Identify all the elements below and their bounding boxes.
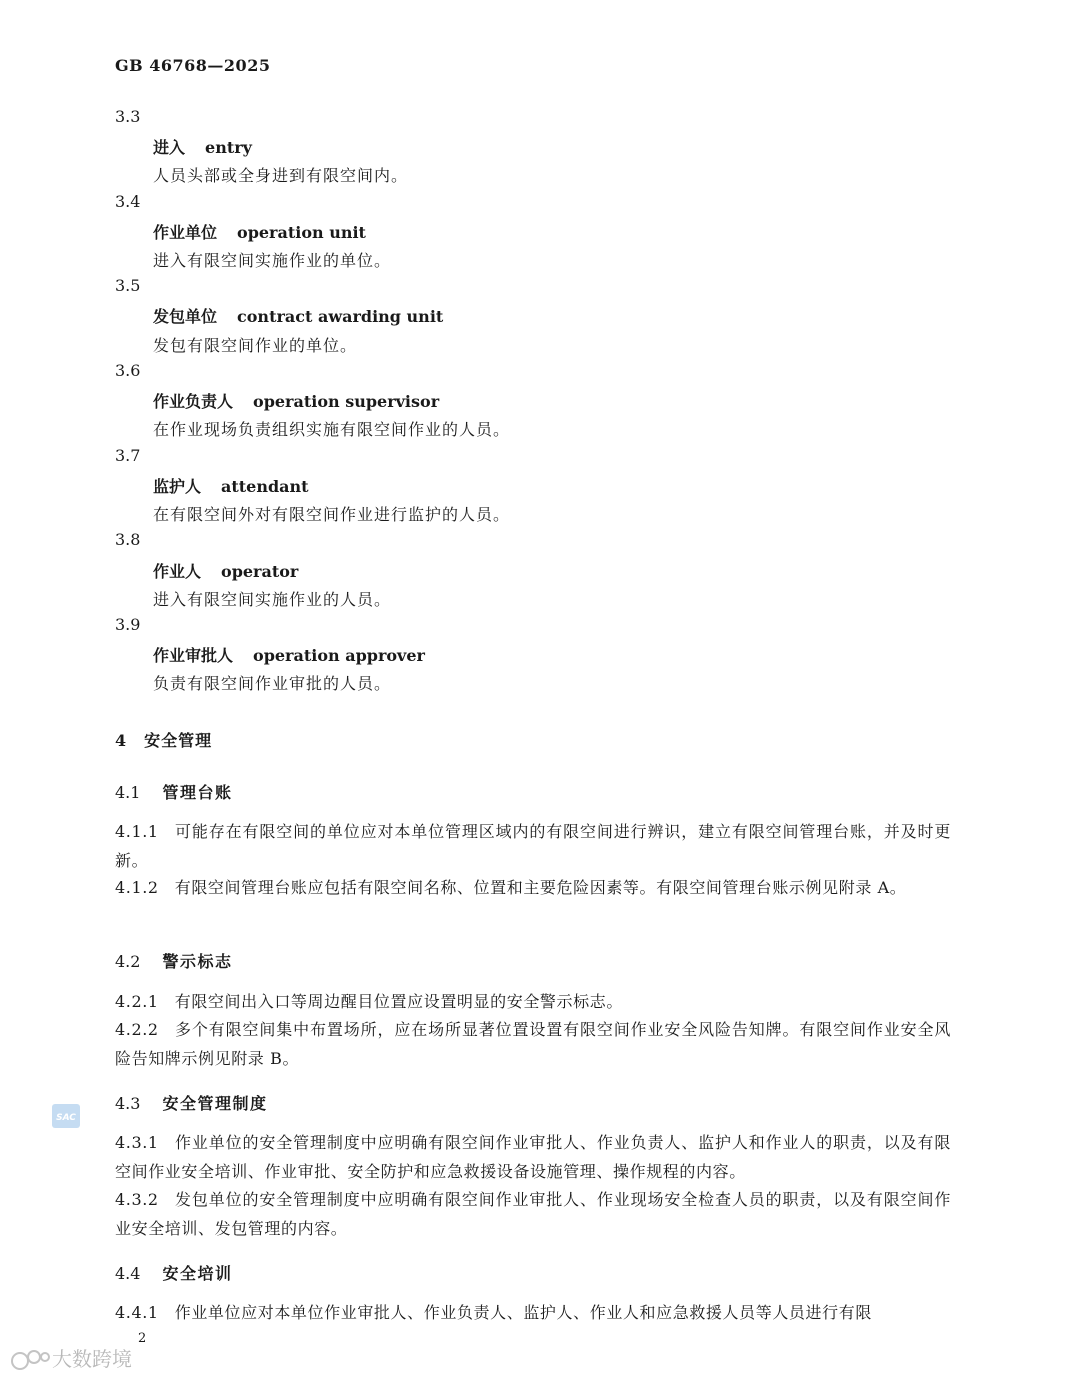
clause-number: 4.1.2 bbox=[115, 878, 159, 897]
clause-text: 有限空间出入口等周边醒目位置应设置明显的安全警示标志。 bbox=[174, 992, 623, 1011]
term-en: operation approver bbox=[253, 646, 425, 665]
subsection-heading bbox=[115, 949, 232, 972]
clause-paragraph bbox=[115, 1015, 951, 1073]
watermark-logo-icon bbox=[10, 1348, 52, 1374]
section-heading bbox=[115, 728, 212, 751]
clause-number: 4.3.2 bbox=[115, 1190, 159, 1209]
term-en: operation unit bbox=[237, 223, 366, 242]
subsection-heading bbox=[115, 1091, 267, 1114]
clause-paragraph bbox=[115, 873, 951, 902]
term-definition: 在作业现场负责组织实施有限空间作业的人员。 bbox=[153, 420, 511, 439]
term-cn: 监护人 bbox=[153, 477, 202, 496]
term-number: 3.5 bbox=[115, 276, 141, 295]
term-definition: 发包有限空间作业的单位。 bbox=[153, 336, 358, 355]
subsection-title: 安全管理制度 bbox=[162, 1094, 268, 1113]
term-en: entry bbox=[205, 138, 252, 157]
term-heading bbox=[153, 643, 425, 666]
subsection-title: 管理台账 bbox=[162, 783, 233, 802]
subsection-number: 4.2 bbox=[115, 952, 141, 971]
clause-text: 发包单位的安全管理制度中应明确有限空间作业审批人、作业现场安全检查人员的职责，以及有限空间作业安全培训、发包管理的内容。 bbox=[115, 1190, 951, 1238]
term-heading bbox=[153, 474, 309, 497]
clause-paragraph bbox=[115, 1185, 951, 1243]
term-cn: 作业人 bbox=[153, 562, 202, 581]
term-definition: 进入有限空间实施作业的人员。 bbox=[153, 590, 392, 609]
clause-number: 4.2.2 bbox=[115, 1020, 159, 1039]
watermark-text: 大数跨境 bbox=[52, 1347, 132, 1371]
sac-logo-icon bbox=[52, 1104, 80, 1128]
sac-logo-text: SAC bbox=[56, 1113, 76, 1123]
subsection-number: 4.1 bbox=[115, 783, 141, 802]
term-definition: 在有限空间外对有限空间作业进行监护的人员。 bbox=[153, 505, 511, 524]
subsection-heading bbox=[115, 780, 232, 803]
term-heading bbox=[153, 135, 252, 158]
term-en: attendant bbox=[221, 477, 309, 496]
term-cn: 进入 bbox=[153, 138, 186, 157]
subsection-number: 4.3 bbox=[115, 1094, 141, 1113]
clause-text: 有限空间管理台账应包括有限空间名称、位置和主要危险因素等。有限空间管理台账示例见附录 A。 bbox=[174, 878, 907, 897]
clause-paragraph bbox=[115, 1128, 951, 1186]
term-en: operator bbox=[221, 562, 299, 581]
term-en: operation supervisor bbox=[253, 392, 440, 411]
term-cn: 作业审批人 bbox=[153, 646, 234, 665]
clause-text: 多个有限空间集中布置场所，应在场所显著位置设置有限空间作业安全风险告知牌。有限空间作业安全风险告知牌示例见附录 B。 bbox=[115, 1020, 951, 1068]
term-heading bbox=[153, 389, 439, 412]
clause-paragraph bbox=[115, 817, 951, 875]
clause-paragraph bbox=[115, 1298, 951, 1327]
term-number: 3.7 bbox=[115, 446, 141, 465]
term-number: 3.8 bbox=[115, 530, 141, 549]
term-en: contract awarding unit bbox=[237, 307, 444, 326]
term-heading bbox=[153, 559, 298, 582]
page-number: 2 bbox=[138, 1331, 147, 1346]
standard-code: GB 46768—2025 bbox=[115, 56, 271, 75]
clause-number: 4.2.1 bbox=[115, 992, 159, 1011]
term-definition: 人员头部或全身进到有限空间内。 bbox=[153, 166, 409, 185]
term-heading bbox=[153, 304, 443, 327]
term-definition: 负责有限空间作业审批的人员。 bbox=[153, 674, 392, 693]
clause-number: 4.1.1 bbox=[115, 822, 159, 841]
clause-text: 可能存在有限空间的单位应对本单位管理区域内的有限空间进行辨识，建立有限空间管理台账，并及时更新。 bbox=[115, 822, 951, 870]
watermark bbox=[10, 1343, 132, 1374]
subsection-title: 警示标志 bbox=[162, 952, 233, 971]
term-number: 3.4 bbox=[115, 192, 141, 211]
subsection-number: 4.4 bbox=[115, 1264, 141, 1283]
clause-text: 作业单位的安全管理制度中应明确有限空间作业审批人、作业负责人、监护人和作业人的职责，以及有限空间作业安全培训、作业审批、安全防护和应急救援设备设施管理、操作规程的内容。 bbox=[115, 1133, 951, 1181]
subsection-title: 安全培训 bbox=[162, 1264, 233, 1283]
term-number: 3.9 bbox=[115, 615, 141, 634]
section-title: 安全管理 bbox=[144, 731, 213, 750]
clause-number: 4.3.1 bbox=[115, 1133, 159, 1152]
section-number: 4 bbox=[115, 731, 127, 750]
clause-number: 4.4.1 bbox=[115, 1303, 159, 1322]
subsection-heading bbox=[115, 1261, 232, 1284]
term-number: 3.3 bbox=[115, 107, 141, 126]
clause-paragraph bbox=[115, 987, 951, 1016]
term-cn: 发包单位 bbox=[153, 307, 218, 326]
term-cn: 作业负责人 bbox=[153, 392, 234, 411]
term-number: 3.6 bbox=[115, 361, 141, 380]
term-definition: 进入有限空间实施作业的单位。 bbox=[153, 251, 392, 270]
term-cn: 作业单位 bbox=[153, 223, 218, 242]
clause-text: 作业单位应对本单位作业审批人、作业负责人、监护人、作业人和应急救援人员等人员进行有限 bbox=[174, 1303, 872, 1322]
term-heading bbox=[153, 220, 366, 243]
